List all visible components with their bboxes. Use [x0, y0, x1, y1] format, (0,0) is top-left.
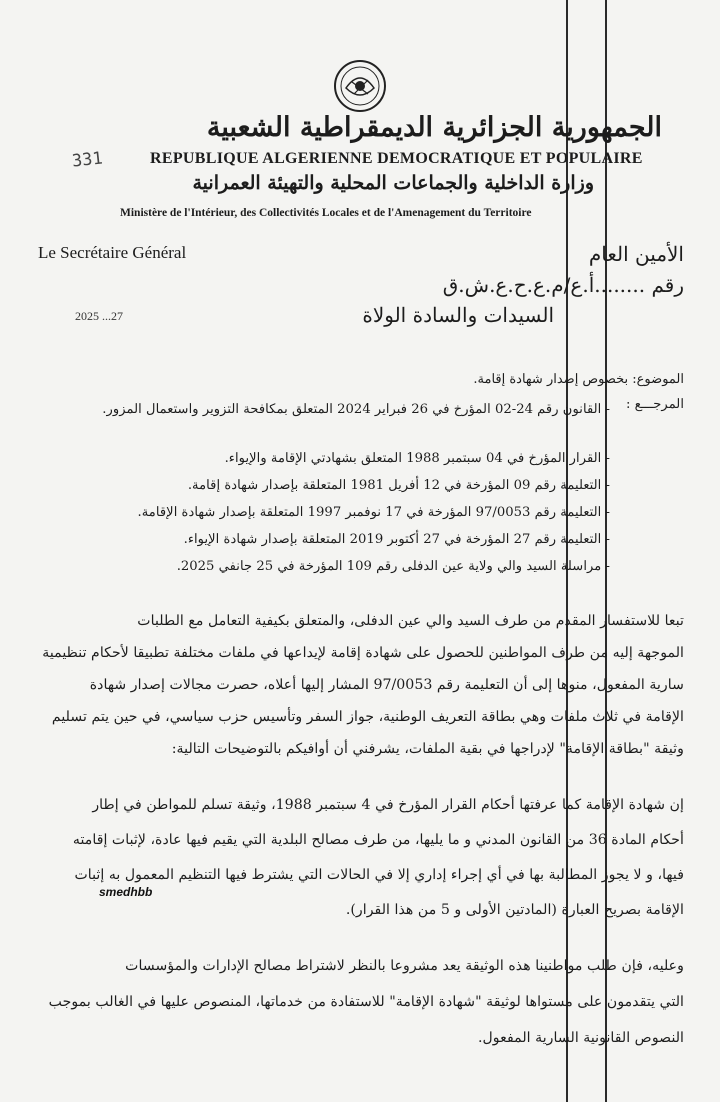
paragraph-line: الموجهة إليه من طرف المواطنين للحصول على شهادة إقامة لإيداعها في ملفات مختلفة تطبيقا لأحكام تنظيمية	[42, 645, 684, 661]
reference-number: رقم ........أ.ع/م.ع.ح.ع.ش.ق	[442, 273, 684, 297]
reference-item: - التعليمة رقم 27 المؤرخة في 27 أكتوبر 2019 المتعلقة بإصدار شهادة الإيواء.	[183, 532, 610, 547]
fr-ministry-title: Ministère de l'Intérieur, des Collectivités Locales et de l'Amenagement du Territoire	[120, 207, 532, 219]
letter-date: 2025 ...27	[75, 309, 123, 323]
fr-republic-title: REPUBLIQUE ALGERIENNE DEMOCRATIQUE ET POPULAIRE	[150, 150, 643, 167]
secretary-general-fr: Le Secrétaire Général	[38, 243, 187, 262]
paragraph-line: الإقامة في ثلاث ملفات وهي بطاقة التعريف الوطنية، جواز السفر وتأسيس حزب سياسي، في حين يتم تسليم	[51, 709, 684, 725]
paragraph-line: إن شهادة الإقامة كما عرفتها أحكام القرار المؤرخ في 4 سبتمبر 1988، وثيقة تسلم للمواطن في إطار	[92, 797, 684, 813]
ar-ministry-title: وزارة الداخلية والجماعات المحلية والتهيئة العمرانية	[192, 172, 594, 194]
subject-text: بخصوص إصدار شهادة إقامة.	[473, 372, 629, 387]
reference-item: - التعليمة رقم 09 المؤرخة في 12 أفريل 1981 المتعلقة بإصدار شهادة إقامة.	[187, 478, 610, 493]
paragraph-line: وثيقة "بطاقة الإقامة" لإدراجها في بقية الملفات، يشرفني أن أوافيكم بالتوضيحات التالية:	[171, 741, 684, 757]
reference-item: - التعليمة رقم 97/0053 المؤرخة في 17 نوفمبر 1997 المتعلقة بإصدار شهادة الإقامة.	[137, 505, 610, 520]
subject-label: الموضوع:	[632, 372, 684, 387]
paragraph-line: أحكام المادة 36 من القانون المدني و ما يليها، من طرف مصالح البلدية التي يقيم فيها عادة، لإثبات إقامته	[72, 832, 684, 848]
paragraph-line: تبعا للاستفسار المقدم من طرف السيد والي عين الدفلى، والمتعلق بكيفية التعامل مع الطلبات	[137, 613, 684, 629]
ar-republic-title: الجمهورية الجزائرية الديمقراطية الشعبية	[206, 112, 662, 143]
watermark-text: smedhbb	[99, 885, 153, 899]
paragraph-line: وعليه، فإن طلب مواطنينا هذه الوثيقة يعد مشروعا بالنظر لاشتراط مصالح الإدارات والمؤسسات	[125, 958, 684, 974]
paragraph-line: النصوص القانونية السارية المفعول.	[477, 1030, 684, 1046]
handwritten-number: 331	[71, 148, 104, 172]
subject-line	[473, 372, 684, 387]
recipient: السيدات والسادة الولاة	[362, 303, 554, 327]
paragraph-line: التي يتقدمون على مستواها لوثيقة "شهادة الإقامة" للاستفادة من خدماتها، المنصوص عليها في الغالب بموجب	[48, 994, 684, 1010]
reference-item: - مراسلة السيد والي ولاية عين الدفلى رقم 109 المؤرخة في 25 جانفي 2025.	[176, 559, 610, 574]
reference-item: - القانون رقم 24-02 المؤرخ في 26 فبراير 2024 المتعلق بمكافحة التزوير واستعمال المزور.	[102, 402, 610, 417]
references-label: المرجـــع :	[626, 397, 684, 412]
paragraph-line: سارية المفعول، منوها إلى أن التعليمة رقم 97/0053 المشار إليها أعلاه، حصرت مجالات إصدار شهادة	[89, 677, 684, 693]
state-seal-icon	[332, 58, 388, 114]
reference-item: - القرار المؤرخ في 04 سبتمبر 1988 المتعلق بشهادتي الإقامة والإيواء.	[224, 451, 610, 466]
paragraph-line: فيها، و لا يجوز المطالبة بها في أي إجراء إداري إلا في الحالات التي يشترط فيها التنظيم المعمول به إثبات	[74, 867, 684, 883]
secretary-general-ar: الأمين العام	[588, 242, 684, 266]
paragraph-line: الإقامة بصريح العبارة (المادتين الأولى و 5 من هذا القرار).	[345, 902, 684, 918]
